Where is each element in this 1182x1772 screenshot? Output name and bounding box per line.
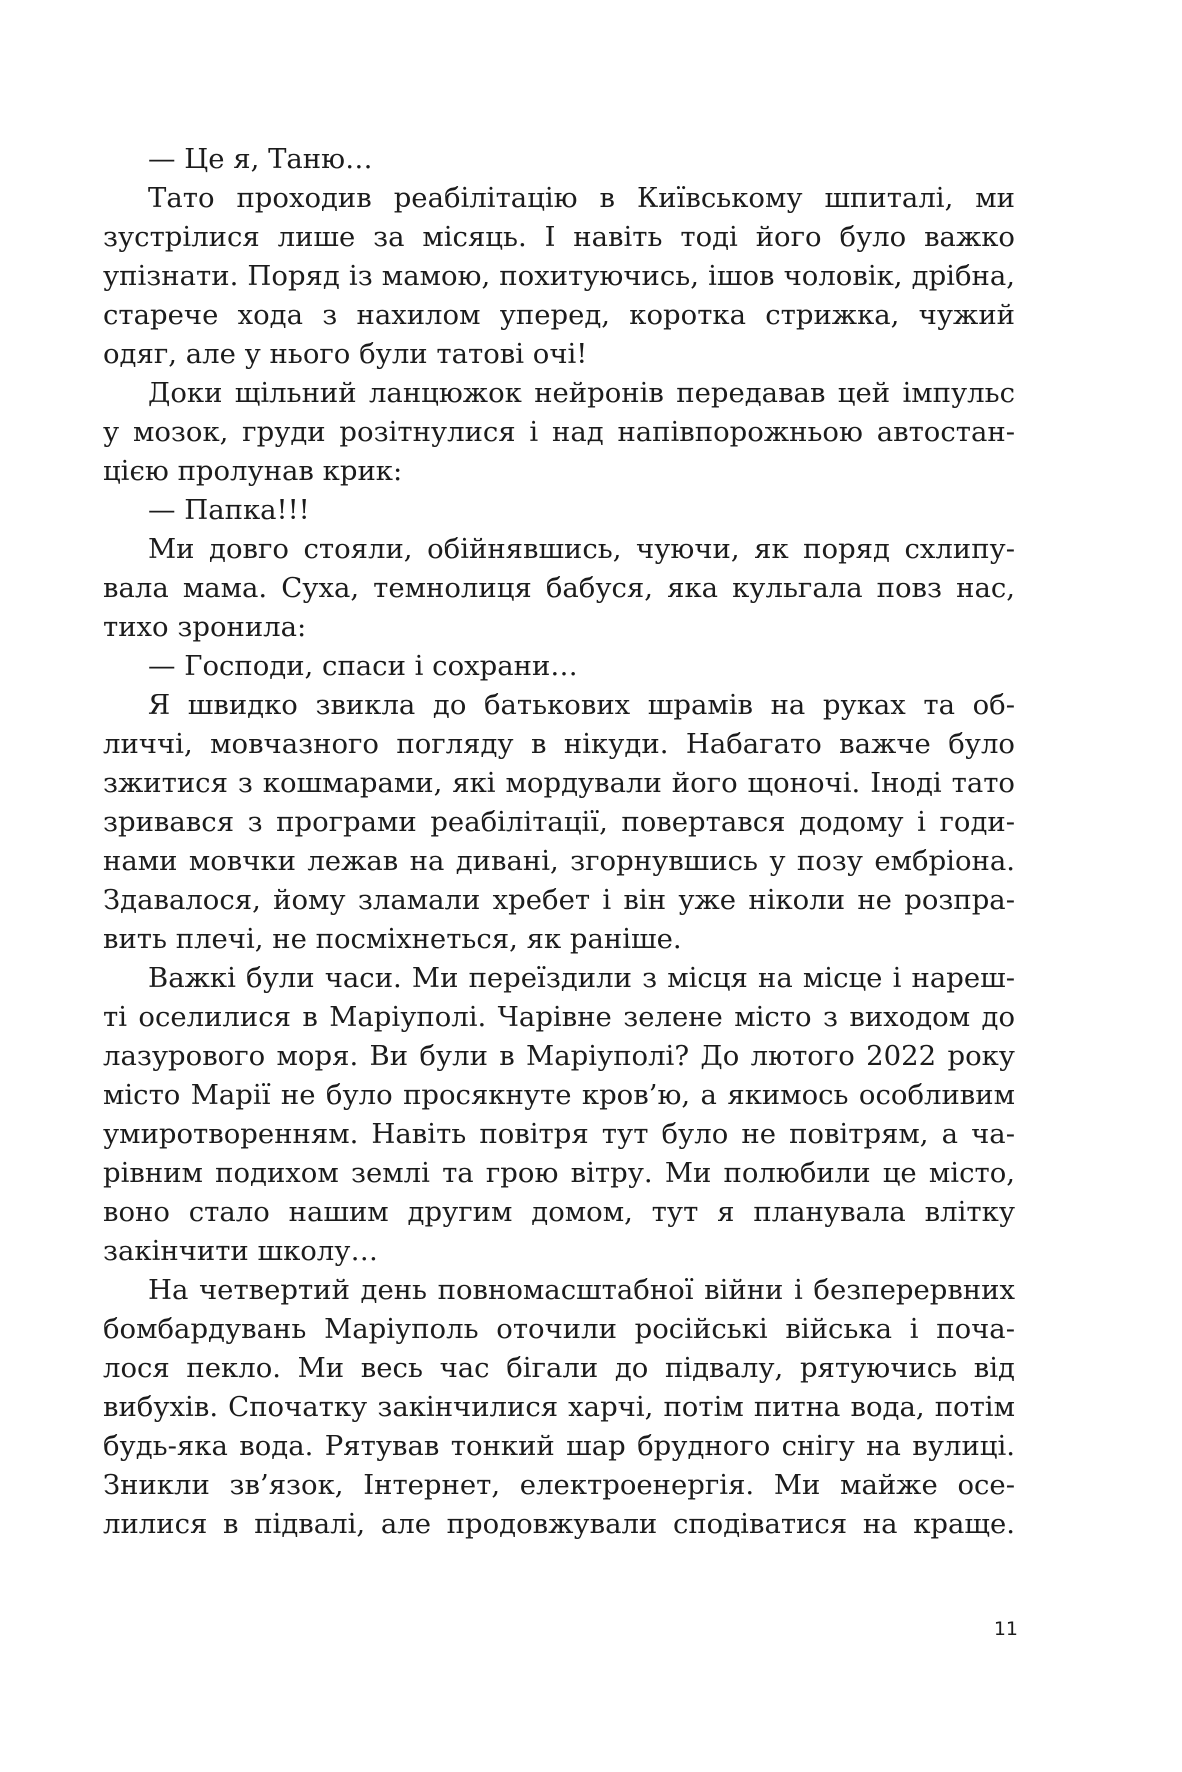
text-line: Тато проходив реабілітацію в Київському шпиталі, ми: [148, 182, 1015, 214]
text-line: нами мовчки лежав на дивані, згорнувшись у позу ембріона.: [103, 845, 1015, 877]
text-line: лилися в підвалі, але продовжували сподіватися на краще.: [103, 1508, 1015, 1540]
text-line: — Папка!!!: [148, 494, 310, 526]
text-line: воно стало нашим другим домом, тут я планувала влітку: [103, 1196, 1015, 1228]
text-line: бомбардувань Маріуполь оточили російські війська і поча-: [103, 1313, 1015, 1345]
text-line: зривався з програми реабілітації, повертався додому і годи-: [103, 806, 1015, 838]
text-line: зжитися з кошмарами, які мордували його щоночі. Іноді тато: [103, 767, 1015, 799]
text-line: зустрілися лише за місяць. І навіть тоді його було важко: [103, 221, 1015, 253]
text-line: вить плечі, не посміхнеться, як раніше.: [103, 923, 682, 955]
page-number: 11: [993, 1618, 1018, 1640]
text-line: рівним подихом землі та грою вітру. Ми полюбили це місто,: [103, 1157, 1015, 1189]
text-line: вибухів. Спочатку закінчилися харчі, потім питна вода, потім: [103, 1391, 1015, 1423]
text-line: ті оселилися в Маріуполі. Чарівне зелене місто з виходом до: [103, 1001, 1015, 1033]
text-line: лося пекло. Ми весь час бігали до підвалу, рятуючись від: [103, 1352, 1015, 1384]
text-line: Важкі були часи. Ми переїздили з місця на місце і нареш-: [148, 962, 1015, 994]
text-line: — Господи, спаси і сохрани…: [148, 650, 578, 682]
text-line: упізнати. Поряд із мамою, похитуючись, ішов чоловік, дрібна,: [103, 260, 1015, 292]
text-line: Доки щільний ланцюжок нейронів передавав цей імпульс: [148, 377, 1015, 409]
text-line: Я швидко звикла до батькових шрамів на руках та об-: [148, 689, 1015, 721]
text-line: місто Марії не було просякнуте кров’ю, а якимось особливим: [103, 1079, 1015, 1111]
text-line: у мозок, груди розітнулися і над напівпорожньою автостан-: [103, 416, 1015, 448]
text-line: личчі, мовчазного погляду в нікуди. Набагато важче було: [103, 728, 1015, 760]
body-text: [103, 140, 1015, 1544]
text-line: Ми довго стояли, обійнявшись, чуючи, як поряд схлипу-: [148, 533, 1015, 565]
text-line: вала мама. Суха, темнолиця бабуся, яка кульгала повз нас,: [103, 572, 1015, 604]
text-line: умиротворенням. Навіть повітря тут було не повітрям, а ча-: [103, 1118, 1015, 1150]
text-line: — Це я, Таню…: [148, 143, 373, 175]
text-line: На четвертий день повномасштабної війни і безперервних: [148, 1274, 1015, 1306]
text-line: одяг, але у нього були татові очі!: [103, 338, 588, 370]
text-line: будь-яка вода. Рятував тонкий шар брудного снігу на вулиці.: [103, 1430, 1015, 1462]
text-line: Зникли зв’язок, Інтернет, електроенергія. Ми майже осе-: [103, 1469, 1015, 1501]
text-line: тихо зронила:: [103, 611, 307, 643]
text-line: цією пролунав крик:: [103, 455, 403, 487]
text-line: лазурового моря. Ви були в Маріуполі? До лютого 2022 року: [103, 1040, 1015, 1072]
text-line: Здавалося, йому зламали хребет і він уже ніколи не розпра-: [103, 884, 1015, 916]
text-line: старече хода з нахилом уперед, коротка стрижка, чужий: [103, 299, 1015, 331]
text-line: закінчити школу…: [103, 1235, 378, 1267]
